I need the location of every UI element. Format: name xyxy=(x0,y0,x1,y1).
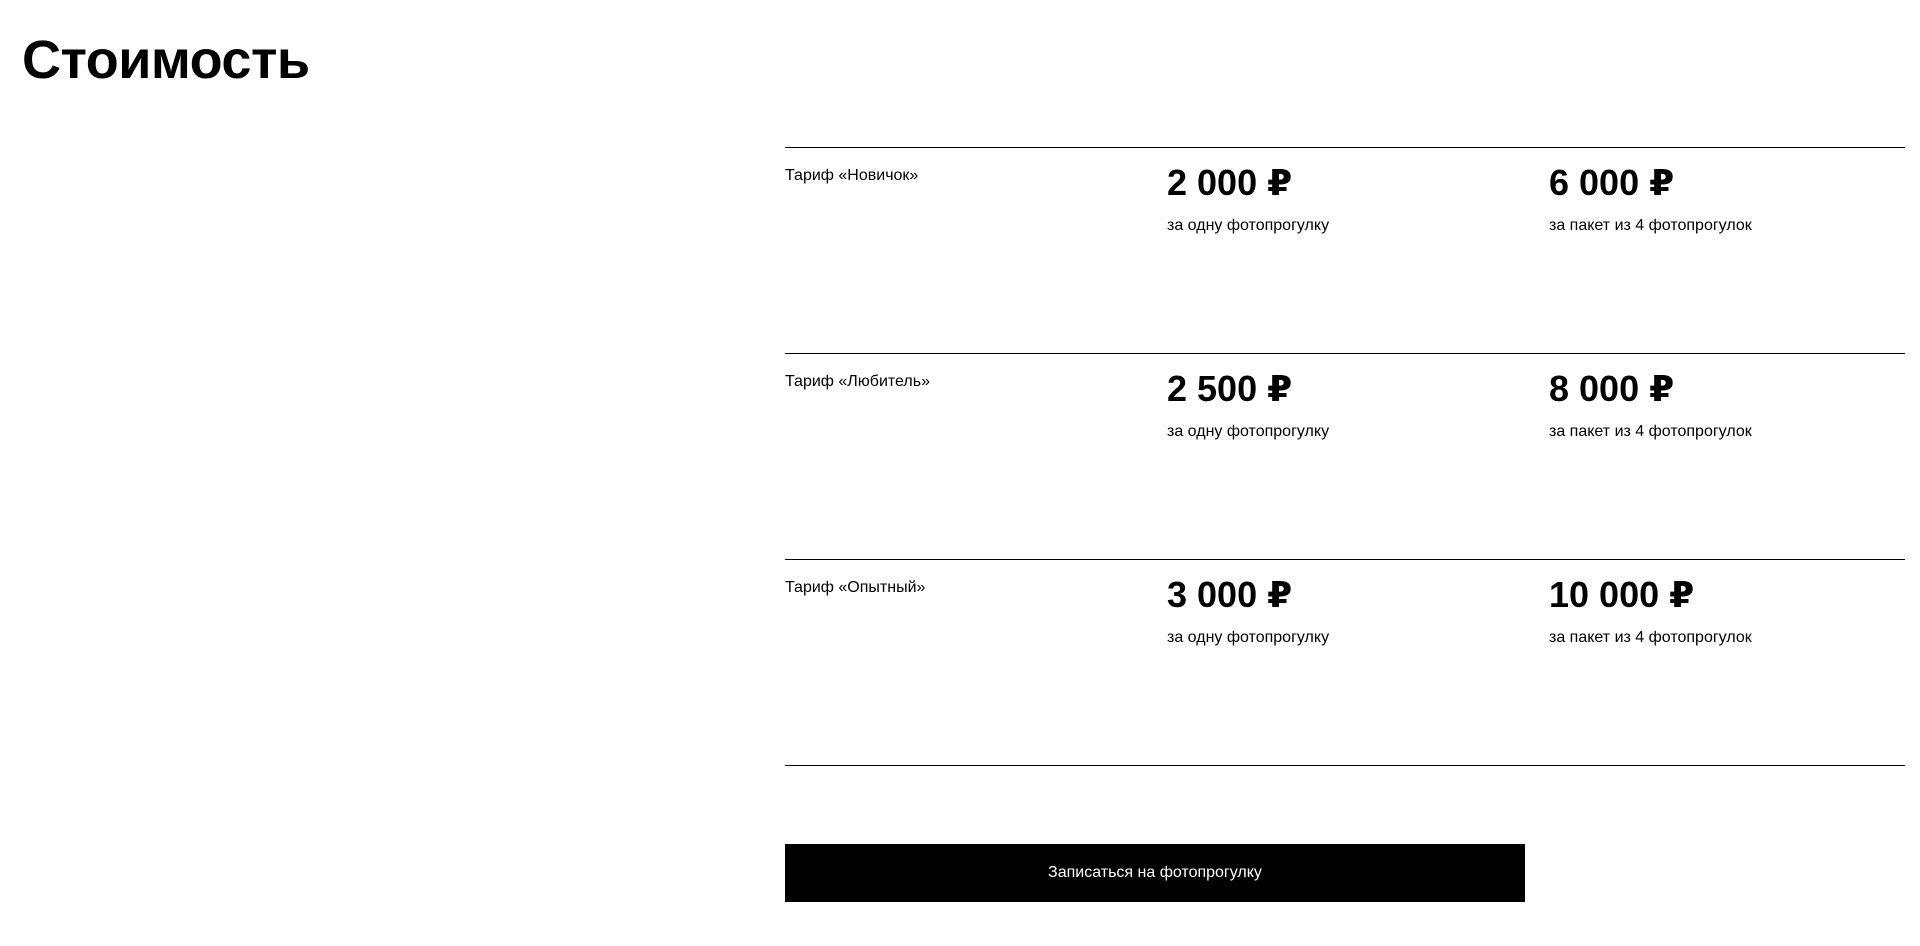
single-price-cell xyxy=(1167,368,1329,442)
single-price: 2 000 ₽ xyxy=(1167,162,1293,203)
package-price-cell xyxy=(1549,368,1752,442)
package-price-note: за пакет из 4 фотопрогулок xyxy=(1549,629,1752,646)
single-price-note: за одну фотопрогулку xyxy=(1167,217,1330,234)
pricing-table xyxy=(785,147,1905,766)
tariff-row-experienced xyxy=(785,559,1905,765)
table-divider xyxy=(785,765,1905,766)
tariff-name: Тариф «Опытный» xyxy=(785,579,926,596)
package-price: 10 000 ₽ xyxy=(1549,574,1695,615)
package-price-note: за пакет из 4 фотопрогулок xyxy=(1549,217,1752,234)
single-price-note: за одну фотопрогулку xyxy=(1167,423,1330,440)
book-photowalk-button[interactable]: Записаться на фотопрогулку xyxy=(785,844,1525,902)
single-price-cell xyxy=(1167,574,1329,648)
package-price-cell xyxy=(1549,162,1752,236)
single-price: 2 500 ₽ xyxy=(1167,368,1293,409)
single-price-cell xyxy=(1167,162,1329,236)
page-title: Стоимость xyxy=(22,30,310,90)
tariff-name: Тариф «Новичок» xyxy=(785,167,919,184)
tariff-name: Тариф «Любитель» xyxy=(785,373,930,390)
single-price-note: за одну фотопрогулку xyxy=(1167,629,1330,646)
package-price: 8 000 ₽ xyxy=(1549,368,1675,409)
tariff-row-novice xyxy=(785,147,1905,353)
package-price-cell xyxy=(1549,574,1752,648)
single-price: 3 000 ₽ xyxy=(1167,574,1293,615)
package-price: 6 000 ₽ xyxy=(1549,162,1675,203)
tariff-row-amateur xyxy=(785,353,1905,559)
package-price-note: за пакет из 4 фотопрогулок xyxy=(1549,423,1752,440)
